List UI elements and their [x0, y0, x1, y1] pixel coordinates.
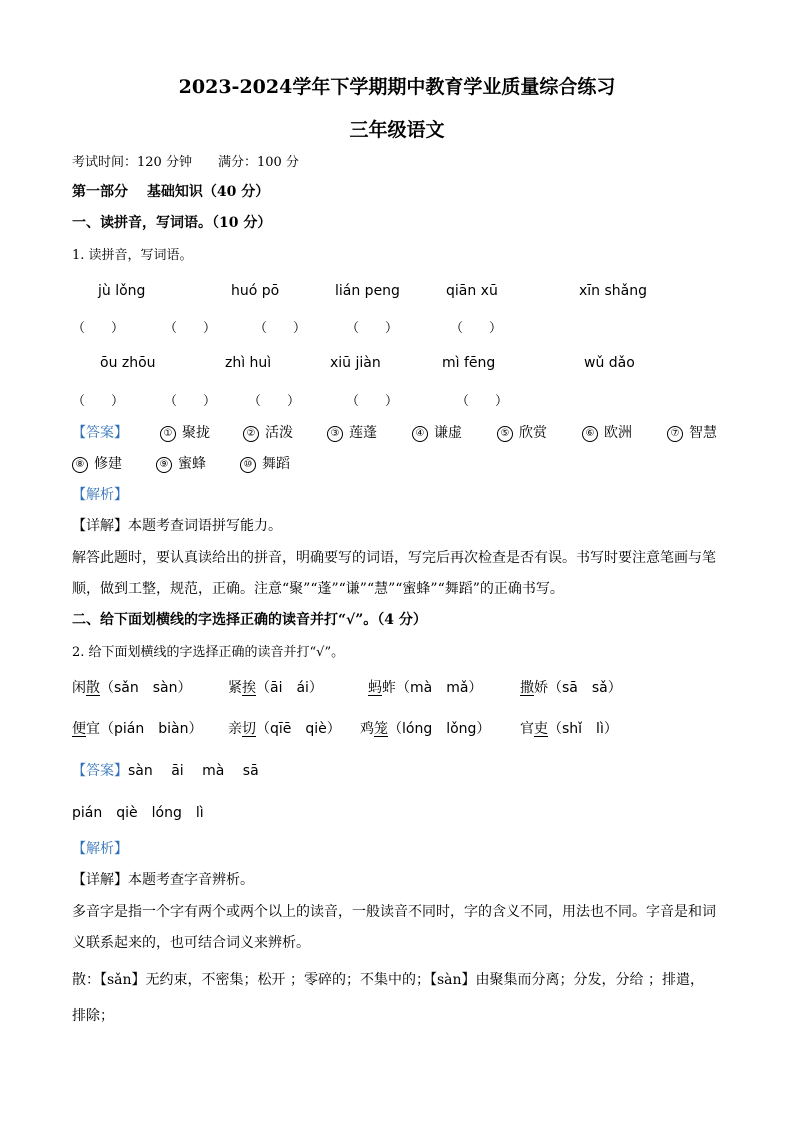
detail-text: 【详解】本题考查字音辨析。: [72, 872, 254, 888]
document-title: 2023-2024学年下学期期中教育学业质量综合练习: [178, 76, 616, 98]
pinyin-item: xiū jiàn: [330, 355, 381, 371]
explanation-text: 多音字是指一个字有两个或两个以上的读音，一般读音不同时，字的含义不同，用法也不同。字音是和词: [72, 904, 716, 920]
answer-blank[interactable]: （ ）: [72, 394, 125, 409]
pronunciation-item: 官吏（shǐ lì）: [520, 721, 618, 737]
answer-line: pián qiè lóng lì: [72, 805, 204, 821]
answer-item: ⑨ 蜜蜂: [156, 453, 206, 473]
answer-item: ⑤ 欣赏: [497, 422, 547, 442]
answer-blank[interactable]: （ ）: [456, 394, 509, 409]
part-title: 第一部分 基础知识（40 分）: [72, 184, 270, 200]
pronunciation-item: 蚂蚱（mà mǎ）: [368, 680, 483, 696]
answer-item: ① 聚拢: [160, 422, 210, 442]
analysis-label: 【解析】: [72, 487, 128, 503]
pinyin-item: lián peng: [335, 283, 400, 299]
answer-blank[interactable]: （ ）: [164, 394, 217, 409]
answer-item: ⑩ 舞蹈: [240, 453, 290, 473]
pinyin-item: xīn shǎng: [579, 283, 648, 299]
section2-title: 二、给下面划横线的字选择正确的读音并打“√”。（4 分）: [72, 612, 427, 628]
question-1: 1. 读拼音，写词语。: [72, 248, 193, 263]
answer-blank[interactable]: （ ）: [164, 321, 217, 336]
explanation-text: 排除；: [72, 1008, 114, 1024]
pinyin-item: mì fēng: [442, 355, 496, 371]
exam-meta: 考试时间：120 分钟 满分：100 分: [72, 155, 299, 170]
pronunciation-item: 撒娇（sā sǎ）: [520, 680, 622, 696]
explanation-text: 散：【sǎn】无约束，不密集；松开 ；零碎的；不集中的；【sàn】由聚集而分离；分发，分给 ；排遣，: [72, 972, 704, 988]
answer-blank[interactable]: （ ）: [346, 394, 399, 409]
explanation-text: 解答此题时，要认真读给出的拼音，明确要写的词语，写完后再次检查是否有误。书写时要注意笔画与笔: [72, 550, 716, 566]
answer-item: ④ 谦虚: [412, 422, 462, 442]
pronunciation-item: 紧挨（āi ái）: [228, 680, 323, 696]
detail-text: 【详解】本题考查词语拼写能力。: [72, 518, 282, 534]
answer-item: ② 活泼: [243, 422, 293, 442]
answer-blank[interactable]: （ ）: [346, 321, 399, 336]
pronunciation-item: 闲散（sǎn sàn）: [72, 680, 192, 696]
pronunciation-item: 便宜（pián biàn）: [72, 721, 203, 737]
answer-line: 【答案】sàn āi mà sā: [72, 763, 259, 779]
answer-label: 【答案】: [72, 425, 128, 441]
pinyin-item: jù lǒng: [98, 283, 146, 299]
question-2: 2. 给下面划横线的字选择正确的读音并打“√”。: [72, 645, 345, 660]
answer-item: ⑦ 智慧: [667, 422, 717, 442]
pinyin-item: ōu zhōu: [100, 355, 156, 371]
pronunciation-item: 鸡笼（lóng lǒng）: [360, 721, 491, 737]
answer-blank[interactable]: （ ）: [248, 394, 301, 409]
answer-blank[interactable]: （ ）: [72, 321, 125, 336]
answer-item: ⑧ 修建: [72, 453, 122, 473]
pinyin-item: wǔ dǎo: [584, 355, 635, 371]
explanation-text: 顺，做到工整，规范，正确。注意“聚”“蓬”“谦”“慧”“蜜蜂”“舞蹈”的正确书写。: [72, 581, 564, 597]
analysis-label: 【解析】: [72, 841, 128, 857]
pinyin-item: huó pō: [231, 283, 280, 299]
pronunciation-item: 亲切（qīē qiè）: [228, 721, 341, 737]
pinyin-item: zhì huì: [225, 355, 272, 371]
document-subtitle: 三年级语文: [349, 119, 445, 141]
answer-blank[interactable]: （ ）: [254, 321, 307, 336]
answer-item: ⑥ 欧洲: [582, 422, 632, 442]
section1-title: 一、读拼音，写词语。（10 分）: [72, 215, 272, 231]
answer-blank[interactable]: （ ）: [450, 321, 503, 336]
explanation-text: 义联系起来的，也可结合词义来辨析。: [72, 935, 310, 951]
pinyin-item: qiān xū: [446, 283, 498, 299]
answer-item: ③ 莲蓬: [327, 422, 377, 442]
